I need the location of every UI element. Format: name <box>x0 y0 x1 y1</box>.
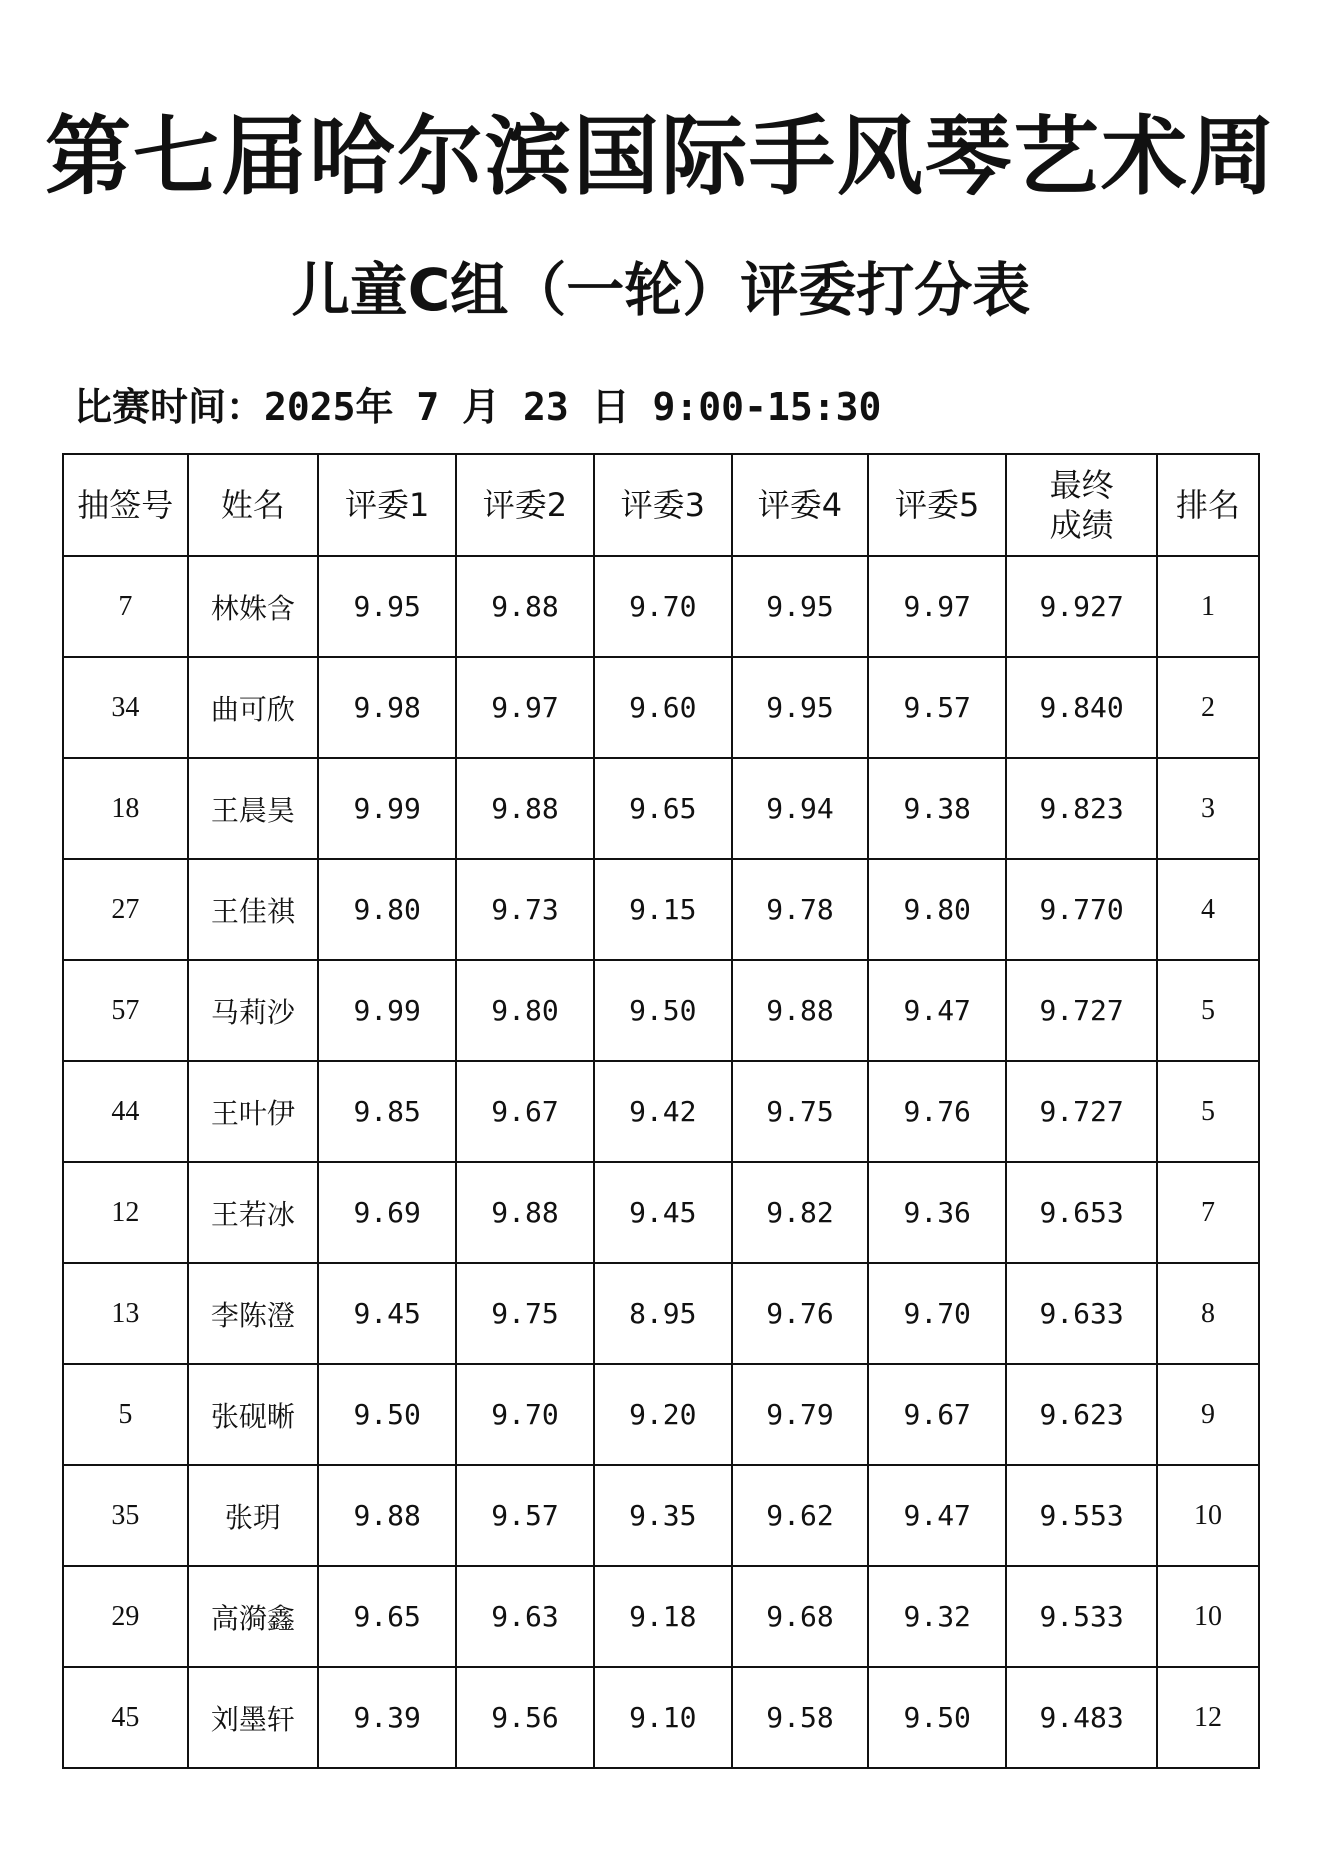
cell-judge-2: 9.75 <box>456 1263 594 1364</box>
cell-name: 李陈澄 <box>188 1263 319 1364</box>
cell-draw-number: 44 <box>63 1061 188 1162</box>
header-final-score <box>1006 454 1157 556</box>
cell-rank: 10 <box>1157 1465 1259 1566</box>
cell-name: 林姝含 <box>188 556 319 657</box>
cell-judge-3: 9.60 <box>594 657 732 758</box>
cell-draw-number: 18 <box>63 758 188 859</box>
cell-judge-5: 9.36 <box>868 1162 1006 1263</box>
cell-final-score: 9.633 <box>1006 1263 1157 1364</box>
cell-judge-4: 9.95 <box>732 556 869 657</box>
cell-judge-2: 9.67 <box>456 1061 594 1162</box>
cell-judge-5: 9.80 <box>868 859 1006 960</box>
table-row <box>63 1364 1259 1465</box>
cell-judge-3: 9.70 <box>594 556 732 657</box>
cell-draw-number: 34 <box>63 657 188 758</box>
cell-draw-number: 27 <box>63 859 188 960</box>
table-header-row <box>63 454 1259 556</box>
cell-final-score: 9.553 <box>1006 1465 1157 1566</box>
cell-judge-5: 9.67 <box>868 1364 1006 1465</box>
table-row <box>63 859 1259 960</box>
cell-judge-1: 9.99 <box>318 960 456 1061</box>
cell-judge-3: 8.95 <box>594 1263 732 1364</box>
cell-name: 王晨昊 <box>188 758 319 859</box>
cell-judge-2: 9.88 <box>456 1162 594 1263</box>
cell-rank: 4 <box>1157 859 1259 960</box>
cell-judge-1: 9.98 <box>318 657 456 758</box>
cell-draw-number: 5 <box>63 1364 188 1465</box>
cell-draw-number: 45 <box>63 1667 188 1768</box>
cell-judge-5: 9.38 <box>868 758 1006 859</box>
cell-judge-2: 9.63 <box>456 1566 594 1667</box>
cell-judge-3: 9.45 <box>594 1162 732 1263</box>
cell-judge-3: 9.35 <box>594 1465 732 1566</box>
cell-final-score: 9.727 <box>1006 1061 1157 1162</box>
cell-rank: 5 <box>1157 960 1259 1061</box>
competition-time <box>74 380 881 434</box>
cell-name: 张砚晰 <box>188 1364 319 1465</box>
cell-judge-5: 9.47 <box>868 960 1006 1061</box>
cell-judge-4: 9.78 <box>732 859 869 960</box>
cell-name: 马莉沙 <box>188 960 319 1061</box>
document-subtitle: 儿童C组（一轮）评委打分表 <box>291 256 1031 324</box>
table-row <box>63 1263 1259 1364</box>
cell-judge-1: 9.50 <box>318 1364 456 1465</box>
cell-judge-3: 9.50 <box>594 960 732 1061</box>
cell-draw-number: 57 <box>63 960 188 1061</box>
cell-rank: 2 <box>1157 657 1259 758</box>
cell-final-score: 9.770 <box>1006 859 1157 960</box>
cell-judge-3: 9.42 <box>594 1061 732 1162</box>
cell-rank: 10 <box>1157 1566 1259 1667</box>
cell-judge-4: 9.75 <box>732 1061 869 1162</box>
cell-judge-3: 9.20 <box>594 1364 732 1465</box>
cell-judge-1: 9.88 <box>318 1465 456 1566</box>
table-row <box>63 1465 1259 1566</box>
cell-judge-1: 9.95 <box>318 556 456 657</box>
cell-judge-4: 9.88 <box>732 960 869 1061</box>
document-title: 第七届哈尔滨国际手风琴艺术周 <box>45 107 1277 207</box>
cell-name: 曲可欣 <box>188 657 319 758</box>
table-row <box>63 1566 1259 1667</box>
header-name: 姓名 <box>188 454 319 556</box>
cell-judge-4: 9.82 <box>732 1162 869 1263</box>
cell-judge-3: 9.10 <box>594 1667 732 1768</box>
cell-judge-4: 9.79 <box>732 1364 869 1465</box>
cell-final-score: 9.533 <box>1006 1566 1157 1667</box>
cell-name: 高漪鑫 <box>188 1566 319 1667</box>
table-row <box>63 758 1259 859</box>
header-rank: 排名 <box>1157 454 1259 556</box>
cell-final-score: 9.653 <box>1006 1162 1157 1263</box>
cell-judge-3: 9.15 <box>594 859 732 960</box>
cell-final-score: 9.840 <box>1006 657 1157 758</box>
cell-judge-4: 9.58 <box>732 1667 869 1768</box>
cell-name: 王若冰 <box>188 1162 319 1263</box>
cell-judge-4: 9.95 <box>732 657 869 758</box>
cell-name: 王叶伊 <box>188 1061 319 1162</box>
cell-judge-2: 9.88 <box>456 556 594 657</box>
cell-draw-number: 12 <box>63 1162 188 1263</box>
cell-name: 张玥 <box>188 1465 319 1566</box>
cell-rank: 9 <box>1157 1364 1259 1465</box>
score-table <box>62 453 1260 1769</box>
cell-judge-5: 9.32 <box>868 1566 1006 1667</box>
cell-judge-4: 9.94 <box>732 758 869 859</box>
cell-final-score: 9.483 <box>1006 1667 1157 1768</box>
table-row <box>63 1061 1259 1162</box>
cell-name: 刘墨轩 <box>188 1667 319 1768</box>
cell-judge-4: 9.76 <box>732 1263 869 1364</box>
header-judge-4: 评委4 <box>732 454 869 556</box>
table-row <box>63 1667 1259 1768</box>
cell-rank: 1 <box>1157 556 1259 657</box>
cell-judge-1: 9.39 <box>318 1667 456 1768</box>
cell-judge-3: 9.65 <box>594 758 732 859</box>
cell-judge-2: 9.97 <box>456 657 594 758</box>
cell-judge-5: 9.47 <box>868 1465 1006 1566</box>
cell-rank: 8 <box>1157 1263 1259 1364</box>
cell-judge-1: 9.85 <box>318 1061 456 1162</box>
cell-rank: 7 <box>1157 1162 1259 1263</box>
cell-judge-2: 9.88 <box>456 758 594 859</box>
cell-judge-5: 9.97 <box>868 556 1006 657</box>
cell-draw-number: 29 <box>63 1566 188 1667</box>
table-row <box>63 960 1259 1061</box>
cell-judge-2: 9.70 <box>456 1364 594 1465</box>
cell-judge-5: 9.70 <box>868 1263 1006 1364</box>
cell-judge-2: 9.57 <box>456 1465 594 1566</box>
cell-judge-2: 9.80 <box>456 960 594 1061</box>
cell-draw-number: 7 <box>63 556 188 657</box>
competition-time-label: 比赛时间： <box>74 385 265 429</box>
header-judge-1: 评委1 <box>318 454 456 556</box>
cell-judge-5: 9.50 <box>868 1667 1006 1768</box>
table-row <box>63 556 1259 657</box>
header-final-score-line-1: 最终 <box>1049 466 1114 504</box>
cell-judge-1: 9.99 <box>318 758 456 859</box>
cell-judge-5: 9.76 <box>868 1061 1006 1162</box>
cell-judge-2: 9.73 <box>456 859 594 960</box>
cell-judge-1: 9.69 <box>318 1162 456 1263</box>
cell-final-score: 9.927 <box>1006 556 1157 657</box>
cell-judge-2: 9.56 <box>456 1667 594 1768</box>
cell-judge-1: 9.45 <box>318 1263 456 1364</box>
score-table-body <box>63 556 1259 1768</box>
header-judge-5: 评委5 <box>868 454 1006 556</box>
competition-time-value: 2025年 7 月 23 日 9:00-15:30 <box>264 385 882 429</box>
header-judge-3: 评委3 <box>594 454 732 556</box>
cell-rank: 12 <box>1157 1667 1259 1768</box>
cell-judge-5: 9.57 <box>868 657 1006 758</box>
cell-judge-4: 9.68 <box>732 1566 869 1667</box>
header-final-score-line-2: 成绩 <box>1049 506 1114 544</box>
cell-final-score: 9.727 <box>1006 960 1157 1061</box>
cell-judge-1: 9.65 <box>318 1566 456 1667</box>
cell-final-score: 9.623 <box>1006 1364 1157 1465</box>
table-row <box>63 1162 1259 1263</box>
cell-draw-number: 35 <box>63 1465 188 1566</box>
cell-final-score: 9.823 <box>1006 758 1157 859</box>
header-judge-2: 评委2 <box>456 454 594 556</box>
cell-judge-1: 9.80 <box>318 859 456 960</box>
cell-rank: 5 <box>1157 1061 1259 1162</box>
cell-judge-3: 9.18 <box>594 1566 732 1667</box>
header-draw-number: 抽签号 <box>63 454 188 556</box>
table-row <box>63 657 1259 758</box>
cell-name: 王佳祺 <box>188 859 319 960</box>
cell-draw-number: 13 <box>63 1263 188 1364</box>
cell-judge-4: 9.62 <box>732 1465 869 1566</box>
cell-rank: 3 <box>1157 758 1259 859</box>
